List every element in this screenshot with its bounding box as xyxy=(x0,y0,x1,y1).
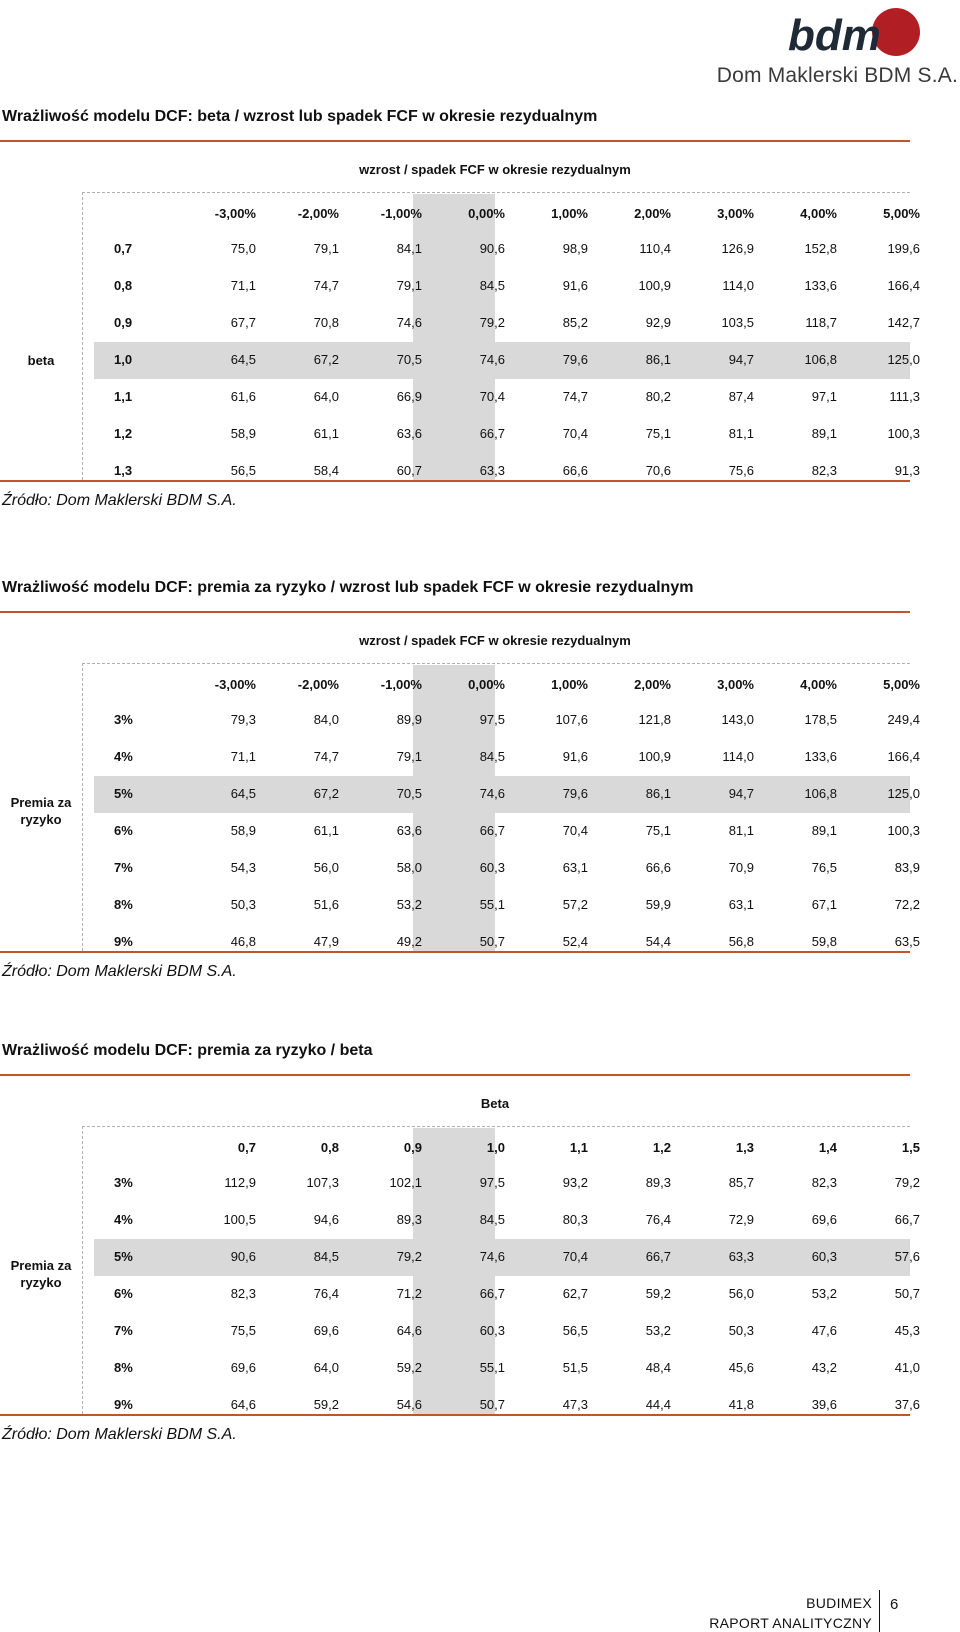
row-axis-label: Premia za ryzyko xyxy=(10,1258,72,1290)
table-cell: 125,0 xyxy=(887,352,920,367)
table-cell: 56,0 xyxy=(313,860,339,875)
table-cell: 84,5 xyxy=(313,1249,339,1264)
column-axis-label: wzrost / spadek FCF w okresie rezydualnym xyxy=(359,162,631,177)
column-header: 1,0 xyxy=(486,1140,505,1155)
table-cell: 84,5 xyxy=(479,278,505,293)
source-note: Źródło: Dom Maklerski BDM S.A. xyxy=(2,1426,237,1443)
table-cell: 51,6 xyxy=(313,897,339,912)
table-cell: 75,0 xyxy=(230,241,256,256)
table-cell: 70,6 xyxy=(645,463,671,478)
table-cell: 66,7 xyxy=(645,1249,671,1264)
table-cell: 59,2 xyxy=(313,1397,339,1412)
table-cell: 70,5 xyxy=(396,786,422,801)
data-grid xyxy=(94,1128,920,1414)
table-cell: 166,4 xyxy=(887,749,920,764)
table-cell: 84,5 xyxy=(479,1212,505,1227)
table-cell: 133,6 xyxy=(804,749,837,764)
table-cell: 103,5 xyxy=(721,315,754,330)
bdm-logo-mark-icon xyxy=(696,6,958,62)
dashed-border-top xyxy=(82,663,910,664)
dashed-border-top xyxy=(82,192,910,193)
table-cell: 107,6 xyxy=(555,712,588,727)
table-cell: 79,1 xyxy=(313,241,339,256)
column-header: 0,7 xyxy=(237,1140,256,1155)
table-cell: 66,6 xyxy=(645,860,671,875)
company-logo xyxy=(696,6,958,86)
table-cell: 64,0 xyxy=(313,1360,339,1375)
table-cell: 62,7 xyxy=(562,1286,588,1301)
dashed-border-left xyxy=(82,192,83,480)
table-cell: 81,1 xyxy=(728,426,754,441)
column-header: 3,00% xyxy=(717,677,754,692)
table-cell: 82,3 xyxy=(230,1286,256,1301)
table-cell: 249,4 xyxy=(887,712,920,727)
table-cell: 70,4 xyxy=(562,426,588,441)
table-cell: 64,5 xyxy=(230,352,256,367)
table-cell: 64,5 xyxy=(230,786,256,801)
table-bottom-rule xyxy=(0,1414,910,1416)
table-cell: 51,5 xyxy=(562,1360,588,1375)
data-grid xyxy=(94,665,920,951)
table-cell: 84,5 xyxy=(479,749,505,764)
table-cell: 91,6 xyxy=(562,749,588,764)
table-title: Wrażliwość modelu DCF: premia za ryzyko / wzrost lub spadek FCF w okresie rezydualnym xyxy=(2,579,694,596)
logo-letters: bdm xyxy=(788,11,881,60)
table-cell: 53,2 xyxy=(811,1286,837,1301)
table-cell: 102,1 xyxy=(389,1175,422,1190)
table-cell: 53,2 xyxy=(645,1323,671,1338)
table-cell: 60,3 xyxy=(479,860,505,875)
table-cell: 89,9 xyxy=(396,712,422,727)
table-cell: 66,6 xyxy=(562,463,588,478)
table-cell: 106,8 xyxy=(804,352,837,367)
table-cell: 91,3 xyxy=(894,463,920,478)
table-cell: 133,6 xyxy=(804,278,837,293)
table-cell: 52,4 xyxy=(562,934,588,949)
table-cell: 107,3 xyxy=(306,1175,339,1190)
table-cell: 66,9 xyxy=(396,389,422,404)
table-cell: 46,8 xyxy=(230,934,256,949)
sensitivity-table-section xyxy=(0,108,920,509)
column-header: 0,8 xyxy=(320,1140,339,1155)
column-header: 1,4 xyxy=(818,1140,837,1155)
column-header: 1,3 xyxy=(735,1140,754,1155)
table-cell: 98,9 xyxy=(562,241,588,256)
table-cell: 56,5 xyxy=(562,1323,588,1338)
table-cell: 67,2 xyxy=(313,352,339,367)
table-cell: 94,6 xyxy=(313,1212,339,1227)
table-cell: 59,2 xyxy=(645,1286,671,1301)
row-header: 3% xyxy=(114,712,133,727)
table-cell: 69,6 xyxy=(230,1360,256,1375)
table-cell: 45,3 xyxy=(894,1323,920,1338)
table-cell: 37,6 xyxy=(894,1397,920,1412)
table-cell: 82,3 xyxy=(811,463,837,478)
dashed-border-left xyxy=(82,1126,83,1414)
table-bottom-rule xyxy=(0,480,910,482)
table-cell: 61,6 xyxy=(230,389,256,404)
table-cell: 63,1 xyxy=(562,860,588,875)
table-cell: 47,9 xyxy=(313,934,339,949)
column-header: 0,00% xyxy=(468,206,505,221)
table-cell: 89,3 xyxy=(645,1175,671,1190)
table-cell: 61,1 xyxy=(313,823,339,838)
table-cell: 72,2 xyxy=(894,897,920,912)
table-cell: 70,8 xyxy=(313,315,339,330)
table-cell: 100,3 xyxy=(887,823,920,838)
column-header: 1,5 xyxy=(901,1140,920,1155)
table-cell: 61,1 xyxy=(313,426,339,441)
dashed-border-top xyxy=(82,1126,910,1127)
table-cell: 100,9 xyxy=(638,278,671,293)
table-cell: 63,5 xyxy=(894,934,920,949)
table-cell: 85,2 xyxy=(562,315,588,330)
column-header: 1,1 xyxy=(569,1140,588,1155)
row-header: 1,1 xyxy=(114,389,133,404)
column-header: 2,00% xyxy=(634,677,671,692)
table-cell: 166,4 xyxy=(887,278,920,293)
table-cell: 74,7 xyxy=(562,389,588,404)
table-cell: 74,6 xyxy=(479,1249,505,1264)
table-cell: 76,5 xyxy=(811,860,837,875)
row-header: 1,0 xyxy=(114,352,133,367)
title-rule xyxy=(0,140,910,142)
row-header: 8% xyxy=(114,1360,133,1375)
table-cell: 82,3 xyxy=(811,1175,837,1190)
table-cell: 47,6 xyxy=(811,1323,837,1338)
column-header: -1,00% xyxy=(380,677,422,692)
row-header: 0,8 xyxy=(114,278,133,293)
column-axis-label: Beta xyxy=(480,1096,510,1111)
table-cell: 55,1 xyxy=(479,1360,505,1375)
table-cell: 58,4 xyxy=(313,463,339,478)
table-cell: 79,6 xyxy=(562,352,588,367)
footer-divider xyxy=(879,1590,880,1632)
table-cell: 63,6 xyxy=(396,823,422,838)
table-cell: 125,0 xyxy=(887,786,920,801)
table-cell: 60,3 xyxy=(479,1323,505,1338)
table-cell: 79,6 xyxy=(562,786,588,801)
row-header: 4% xyxy=(114,1212,133,1227)
table-cell: 41,8 xyxy=(728,1397,754,1412)
table-cell: 114,0 xyxy=(722,749,754,764)
row-header: 1,3 xyxy=(114,463,133,478)
table-cell: 143,0 xyxy=(721,712,754,727)
table-cell: 86,1 xyxy=(645,786,671,801)
table-cell: 100,9 xyxy=(638,749,671,764)
table-cell: 58,9 xyxy=(230,823,256,838)
source-note: Źródło: Dom Maklerski BDM S.A. xyxy=(2,963,237,980)
table-cell: 41,0 xyxy=(894,1360,920,1375)
table-cell: 49,2 xyxy=(396,934,422,949)
table-cell: 112,9 xyxy=(224,1175,256,1190)
table-cell: 54,3 xyxy=(230,860,256,875)
table-cell: 70,4 xyxy=(562,823,588,838)
row-header: 5% xyxy=(114,786,133,801)
table-cell: 64,6 xyxy=(396,1323,422,1338)
table-cell: 63,3 xyxy=(479,463,505,478)
column-header: 5,00% xyxy=(883,206,920,221)
data-grid xyxy=(94,194,920,480)
source-note: Źródło: Dom Maklerski BDM S.A. xyxy=(2,492,237,509)
table-cell: 83,9 xyxy=(894,860,920,875)
table-title: Wrażliwość modelu DCF: premia za ryzyko / beta xyxy=(2,1042,373,1059)
table-cell: 63,3 xyxy=(728,1249,754,1264)
table-cell: 85,7 xyxy=(728,1175,754,1190)
table-cell: 79,2 xyxy=(479,315,505,330)
table-cell: 75,6 xyxy=(728,463,754,478)
table-bottom-rule xyxy=(0,951,910,953)
row-axis-label: Premia za ryzyko xyxy=(10,795,72,827)
table-cell: 126,9 xyxy=(721,241,754,256)
table-cell: 81,1 xyxy=(728,823,754,838)
table-cell: 70,4 xyxy=(562,1249,588,1264)
table-cell: 50,7 xyxy=(894,1286,920,1301)
table-cell: 58,9 xyxy=(230,426,256,441)
table-cell: 69,6 xyxy=(811,1212,837,1227)
table-cell: 74,7 xyxy=(313,278,339,293)
row-header: 0,7 xyxy=(114,241,133,256)
table-cell: 60,3 xyxy=(811,1249,837,1264)
table-cell: 47,3 xyxy=(562,1397,588,1412)
row-header: 6% xyxy=(114,823,133,838)
table-cell: 71,1 xyxy=(230,749,256,764)
table-cell: 67,7 xyxy=(230,315,256,330)
dashed-border-left xyxy=(82,663,83,951)
table-cell: 90,6 xyxy=(230,1249,256,1264)
column-header: 0,00% xyxy=(468,677,505,692)
table-cell: 71,1 xyxy=(230,278,256,293)
table-cell: 53,2 xyxy=(396,897,422,912)
table-cell: 39,6 xyxy=(811,1397,837,1412)
table-cell: 50,7 xyxy=(479,1397,505,1412)
table-cell: 111,3 xyxy=(889,389,920,404)
row-axis-label: beta xyxy=(27,353,55,368)
table-cell: 50,3 xyxy=(728,1323,754,1338)
table-cell: 89,1 xyxy=(811,823,837,838)
table-cell: 91,6 xyxy=(562,278,588,293)
table-cell: 57,2 xyxy=(562,897,588,912)
title-rule xyxy=(0,611,910,613)
table-cell: 43,2 xyxy=(811,1360,837,1375)
logo-company-name: Dom Maklerski BDM S.A. xyxy=(716,64,958,87)
column-header: 1,00% xyxy=(551,677,588,692)
table-cell: 64,6 xyxy=(230,1397,256,1412)
column-header: 5,00% xyxy=(883,677,920,692)
footer-report-type: RAPORT ANALITYCZNY xyxy=(709,1615,872,1631)
table-cell: 60,7 xyxy=(396,463,422,478)
row-header: 1,2 xyxy=(114,426,133,441)
table-cell: 94,7 xyxy=(728,786,754,801)
table-cell: 70,5 xyxy=(396,352,422,367)
column-header: -2,00% xyxy=(297,206,339,221)
row-header: 9% xyxy=(114,1397,133,1412)
table-cell: 72,9 xyxy=(728,1212,754,1227)
column-axis-label: wzrost / spadek FCF w okresie rezydualnym xyxy=(359,633,631,648)
row-header: 6% xyxy=(114,1286,133,1301)
row-header: 3% xyxy=(114,1175,133,1190)
table-cell: 75,1 xyxy=(645,823,671,838)
table-cell: 79,1 xyxy=(396,278,422,293)
table-cell: 178,5 xyxy=(804,712,837,727)
table-cell: 76,4 xyxy=(313,1286,339,1301)
table-cell: 74,6 xyxy=(479,352,505,367)
table-cell: 54,4 xyxy=(645,934,671,949)
table-cell: 44,4 xyxy=(645,1397,671,1412)
table-cell: 66,7 xyxy=(479,1286,505,1301)
column-header: 0,9 xyxy=(403,1140,422,1155)
table-cell: 92,9 xyxy=(645,315,671,330)
table-cell: 110,4 xyxy=(639,241,671,256)
column-header: -3,00% xyxy=(214,677,256,692)
column-header: 4,00% xyxy=(800,677,837,692)
table-cell: 50,3 xyxy=(230,897,256,912)
table-cell: 106,8 xyxy=(804,786,837,801)
table-cell: 87,4 xyxy=(728,389,754,404)
table-cell: 70,4 xyxy=(479,389,505,404)
sensitivity-table-section xyxy=(0,1042,920,1443)
row-header: 0,9 xyxy=(114,315,133,330)
table-cell: 56,0 xyxy=(728,1286,754,1301)
table-cell: 45,6 xyxy=(728,1360,754,1375)
table-cell: 75,1 xyxy=(645,426,671,441)
table-cell: 121,8 xyxy=(638,712,671,727)
table-cell: 100,5 xyxy=(223,1212,256,1227)
column-header: 3,00% xyxy=(717,206,754,221)
table-cell: 57,6 xyxy=(894,1249,920,1264)
footer-company: BUDIMEX xyxy=(806,1595,872,1611)
table-cell: 94,7 xyxy=(728,352,754,367)
row-header: 9% xyxy=(114,934,133,949)
table-cell: 118,7 xyxy=(805,315,837,330)
column-header: -3,00% xyxy=(214,206,256,221)
table-cell: 67,2 xyxy=(313,786,339,801)
table-cell: 66,7 xyxy=(479,426,505,441)
row-header: 7% xyxy=(114,1323,133,1338)
table-cell: 74,6 xyxy=(479,786,505,801)
row-header: 7% xyxy=(114,860,133,875)
table-cell: 64,0 xyxy=(313,389,339,404)
row-header: 8% xyxy=(114,897,133,912)
table-cell: 70,9 xyxy=(728,860,754,875)
column-header: 4,00% xyxy=(800,206,837,221)
table-cell: 59,9 xyxy=(645,897,671,912)
table-cell: 79,2 xyxy=(894,1175,920,1190)
table-cell: 75,5 xyxy=(230,1323,256,1338)
table-cell: 79,1 xyxy=(396,749,422,764)
column-header: 1,2 xyxy=(652,1140,671,1155)
column-header: 1,00% xyxy=(551,206,588,221)
table-cell: 84,0 xyxy=(313,712,339,727)
table-cell: 55,1 xyxy=(479,897,505,912)
table-cell: 84,1 xyxy=(396,241,422,256)
table-cell: 97,5 xyxy=(479,712,505,727)
table-cell: 79,2 xyxy=(396,1249,422,1264)
table-cell: 79,3 xyxy=(230,712,256,727)
table-cell: 76,4 xyxy=(645,1212,671,1227)
table-cell: 89,1 xyxy=(811,426,837,441)
table-title: Wrażliwość modelu DCF: beta / wzrost lub spadek FCF w okresie rezydualnym xyxy=(2,108,598,125)
table-cell: 63,1 xyxy=(728,897,754,912)
table-cell: 66,7 xyxy=(479,823,505,838)
table-cell: 86,1 xyxy=(645,352,671,367)
table-cell: 114,0 xyxy=(722,278,754,293)
table-cell: 74,6 xyxy=(396,315,422,330)
table-cell: 100,3 xyxy=(887,426,920,441)
row-header: 5% xyxy=(114,1249,133,1264)
table-cell: 80,2 xyxy=(645,389,671,404)
table-cell: 93,2 xyxy=(562,1175,588,1190)
table-cell: 97,5 xyxy=(479,1175,505,1190)
page-number: 6 xyxy=(890,1596,899,1613)
sensitivity-table-section xyxy=(0,579,920,980)
table-cell: 152,8 xyxy=(804,241,837,256)
table-cell: 142,7 xyxy=(887,315,920,330)
table-cell: 71,2 xyxy=(396,1286,422,1301)
table-cell: 80,3 xyxy=(562,1212,588,1227)
table-cell: 97,1 xyxy=(811,389,837,404)
table-cell: 56,8 xyxy=(728,934,754,949)
table-cell: 56,5 xyxy=(230,463,256,478)
table-cell: 58,0 xyxy=(396,860,422,875)
table-cell: 48,4 xyxy=(645,1360,671,1375)
table-cell: 59,8 xyxy=(811,934,837,949)
column-header: 2,00% xyxy=(634,206,671,221)
table-cell: 63,6 xyxy=(396,426,422,441)
table-cell: 54,6 xyxy=(396,1397,422,1412)
column-header: -2,00% xyxy=(297,677,339,692)
table-cell: 67,1 xyxy=(811,897,837,912)
table-cell: 199,6 xyxy=(887,241,920,256)
table-cell: 74,7 xyxy=(313,749,339,764)
table-cell: 90,6 xyxy=(479,241,505,256)
column-header: -1,00% xyxy=(380,206,422,221)
row-header: 4% xyxy=(114,749,133,764)
table-cell: 50,7 xyxy=(479,934,505,949)
table-cell: 59,2 xyxy=(396,1360,422,1375)
title-rule xyxy=(0,1074,910,1076)
table-cell: 89,3 xyxy=(396,1212,422,1227)
table-cell: 69,6 xyxy=(313,1323,339,1338)
table-cell: 66,7 xyxy=(894,1212,920,1227)
